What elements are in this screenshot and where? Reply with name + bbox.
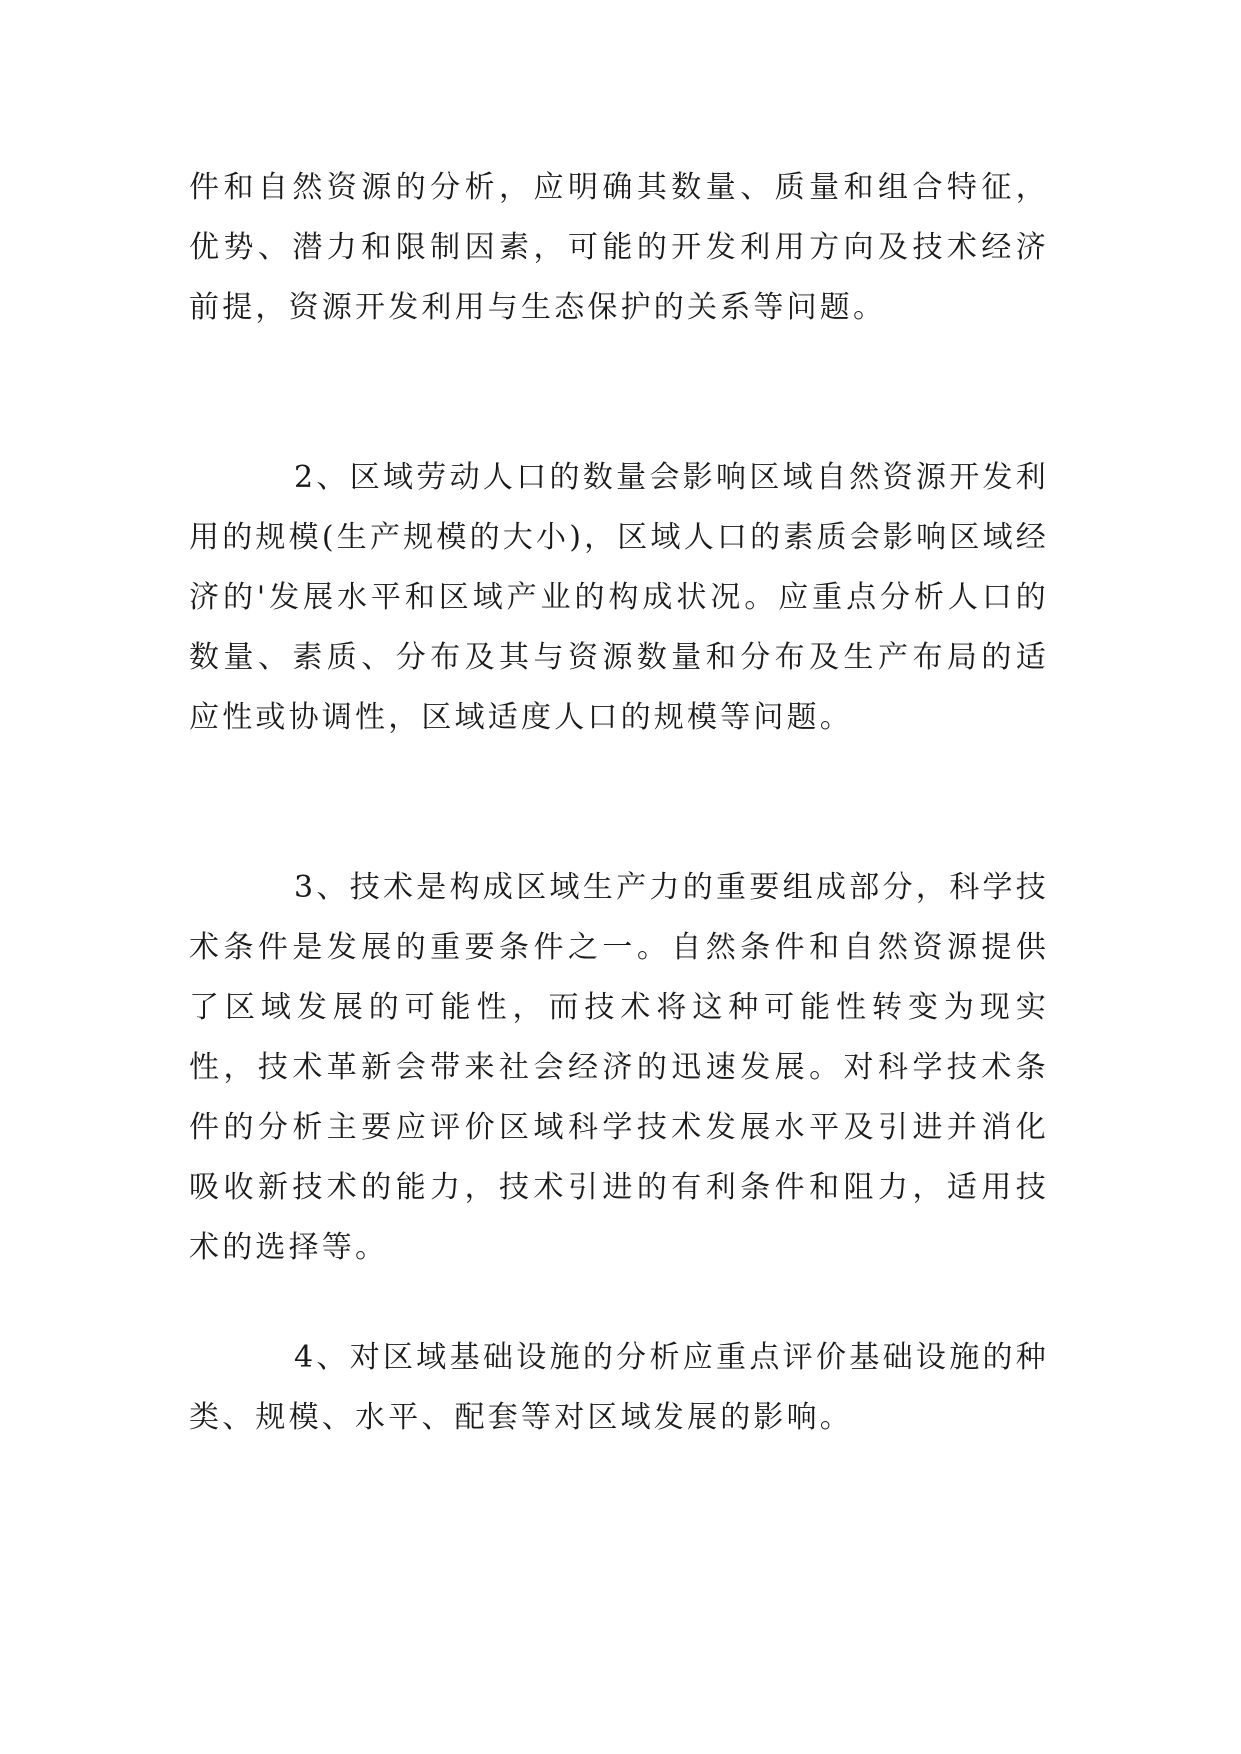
paragraph-population-analysis: 2、区域劳动人口的数量会影响区域自然资源开发利用的规模(生产规模的大小)，区域人口的素质会影响区域经济的'发展水平和区域产业的构成状况。应重点分析人口的数量、素质、分布及其与资源数量和分布及生产布局的适应性或协调性，区域适度人口的规模等问题。	[189, 460, 1049, 735]
paragraph-infrastructure-analysis: 4、对区域基础设施的分析应重点评价基础设施的种类、规模、水平、配套等对区域发展的影响。	[189, 1340, 1049, 1435]
paragraph-resources-analysis: 件和自然资源的分析，应明确其数量、质量和组合特征，优势、潜力和限制因素，可能的开发利用方向及技术经济前提，资源开发利用与生态保护的关系等问题。	[189, 170, 1049, 325]
paragraph-technology-analysis: 3、技术是构成区域生产力的重要组成部分，科学技术条件是发展的重要条件之一。自然条件和自然资源提供了区域发展的可能性，而技术将这种可能性转变为现实性，技术革新会带来社会经济的迅速发展。对科学技术条件的分析主要应评价区域科学技术发展水平及引进并消化吸收新技术的能力，技术引进的有利条件和阻力，适用技术的选择等。	[189, 870, 1049, 1265]
